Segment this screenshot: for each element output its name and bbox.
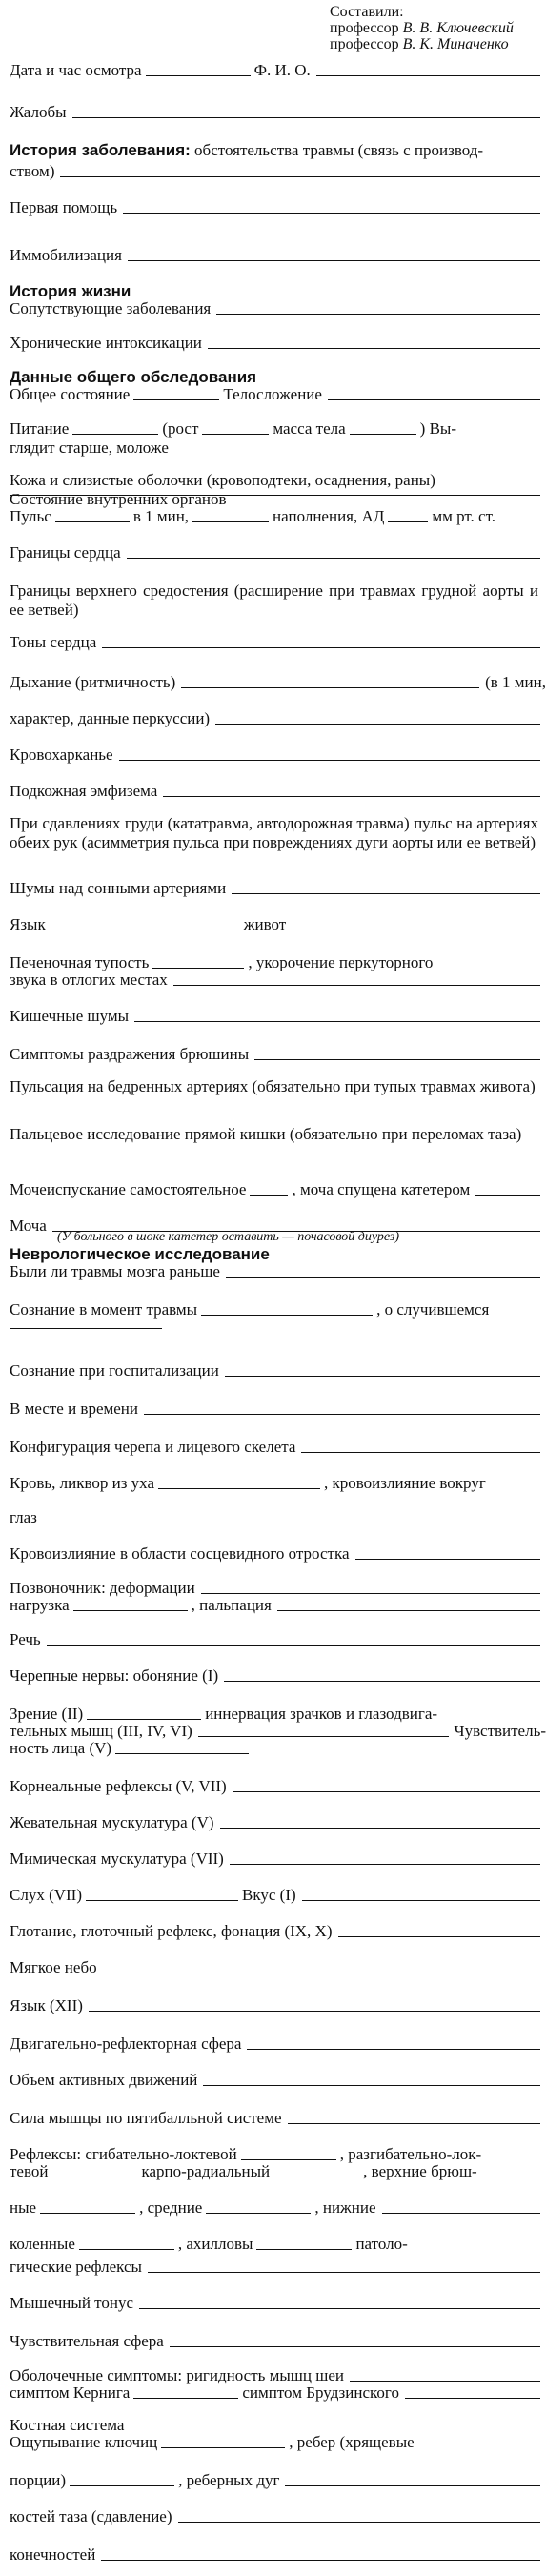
costal-label: , реберных дуг (178, 2471, 280, 2489)
bone-label: Костная система (10, 2416, 125, 2434)
authors-block (330, 4, 514, 52)
chewing-label: Жевательная мускулатура (V) (10, 1813, 214, 1831)
liver-row (10, 953, 546, 972)
swallow-label: Глотание, глоточный рефлекс, фонация (IX, X) (10, 1922, 333, 1940)
rectal-label: Пальцевое исследование прямой кишки (обязательно при переломах таза) (10, 1125, 522, 1143)
tone-field[interactable] (139, 2307, 540, 2309)
face-sens-label-2: ность лица (V) (10, 1739, 112, 1757)
nutrition-field[interactable] (72, 433, 158, 435)
filling-label: наполнения, АД (273, 507, 385, 525)
author-1: профессор В. В. Ключевский (330, 20, 514, 36)
neuro-heading: Неврологическое исследование (10, 1245, 270, 1263)
flexor-field[interactable] (241, 2158, 336, 2160)
spine-label: Позвоночник: деформации (10, 1579, 195, 1597)
carotid-label: Шумы над сонными артериями (10, 879, 227, 897)
immobilization-label: Иммобилизация (10, 246, 122, 264)
comorbid-label: Сопутствующие заболевания (10, 299, 212, 317)
carpo-label: тевой (10, 2162, 49, 2180)
tongue-field[interactable] (50, 929, 240, 930)
build-field[interactable] (328, 399, 540, 400)
weight-label: масса тела (273, 419, 346, 438)
sloping-row (10, 971, 546, 990)
complaints-field[interactable] (72, 116, 540, 118)
general-state-field[interactable] (133, 399, 219, 400)
intox-field[interactable] (208, 347, 540, 349)
face-sens-field[interactable] (115, 1752, 249, 1754)
height-field[interactable] (202, 433, 269, 435)
eyes-row (10, 1508, 546, 1527)
general-exam-heading: Данные общего обследования (10, 368, 257, 386)
pelvis-row (10, 2507, 546, 2526)
tone-row (10, 2294, 546, 2313)
motor-label: Двигательно-рефлекторная сфера (10, 2034, 242, 2053)
brudz-field[interactable] (405, 2397, 540, 2399)
corneal-field[interactable] (233, 1790, 540, 1792)
catheter-field[interactable] (475, 1194, 540, 1196)
emphysema-row (10, 782, 546, 801)
clavicle-field[interactable] (161, 2446, 285, 2448)
tongue-xii-field[interactable] (89, 2010, 540, 2012)
patho-label: патоло- (355, 2235, 408, 2253)
pelvis-label: костей таза (сдавление) (10, 2507, 172, 2525)
tongue-abdomen-row (10, 915, 546, 934)
shock-note: (У больного в шоке катетер оставить — почасовой диурез) (57, 1230, 400, 1244)
comorbid-field[interactable] (216, 313, 540, 315)
abdomen-field[interactable] (292, 929, 540, 930)
clavicle-row (10, 2433, 546, 2452)
palate-label: Мягкое небо (10, 1958, 97, 1976)
achilles-field[interactable] (256, 2248, 352, 2250)
immobilization-row (10, 246, 546, 265)
knee-field[interactable] (79, 2248, 174, 2250)
breathing-label: Дыхание (ритмичность) (10, 673, 176, 691)
date-time-field[interactable] (146, 74, 251, 76)
life-history-heading: История жизни (10, 282, 131, 300)
eye-muscles-label: тельных мышц (III, IV, VI) (10, 1722, 192, 1740)
bp-field[interactable] (388, 521, 428, 522)
heart-borders-row (10, 543, 546, 562)
heart-borders-label: Границы сердца (10, 543, 121, 562)
eye-muscles-field[interactable] (198, 1735, 449, 1737)
brain-trauma-label: Были ли травмы мозга раньше (10, 1262, 220, 1280)
face-sens-row (10, 1739, 546, 1758)
consciousness-row (10, 1300, 546, 1319)
orientation-row (10, 1400, 546, 1419)
emphysema-label: Подкожная эмфизема (10, 782, 158, 800)
orientation-label: В месте и времени (10, 1400, 139, 1418)
low-abd-field[interactable] (382, 2212, 540, 2214)
hemoptysis-label: Кровохарканье (10, 746, 113, 764)
breathing-per-min-label: (в 1 мин, (485, 673, 546, 691)
limbs-field[interactable] (101, 2559, 540, 2561)
hosp-consc-row (10, 1361, 546, 1380)
sensory-row (10, 2332, 546, 2351)
achilles-label: , ахилловы (177, 2235, 253, 2253)
bowel-label: Кишечные шумы (10, 1007, 130, 1025)
ear-label: Кровь, ликвор из уха (10, 1474, 155, 1492)
peritoneal-row (10, 1045, 546, 1064)
mediastinum-row (10, 582, 538, 620)
tongue-xii-row (10, 1996, 546, 2015)
pupils-label: иннервация зрачков и глазодвига- (205, 1705, 438, 1723)
date-time-row (10, 61, 546, 80)
pelvis-field[interactable] (178, 2521, 540, 2523)
swallow-row (10, 1922, 546, 1941)
hearing-label: Слух (VII) (10, 1886, 82, 1904)
immobilization-field[interactable] (128, 259, 540, 261)
portions-label: порции) (10, 2471, 67, 2489)
per-min-label: в 1 мин, (132, 507, 190, 525)
mimic-label: Мимическая мускулатура (VII) (10, 1850, 224, 1868)
kernig-label: симптом Кернига (10, 2383, 131, 2402)
ribs-label: , ребер (хрящевые (289, 2433, 415, 2451)
build-label: Телосложение (223, 385, 322, 403)
hosp-consc-label: Сознание при госпитализации (10, 1361, 219, 1380)
abd-reflex-row (10, 2198, 546, 2218)
ear-row (10, 1474, 546, 1493)
nutrition-label: Питание (10, 419, 70, 438)
mastoid-row (10, 1544, 546, 1564)
shortening-label: , укорочение перкуторного (248, 953, 434, 971)
chest-compress-row (10, 814, 538, 852)
load-field[interactable] (73, 1609, 188, 1611)
patho-label-2: гические рефлексы (10, 2258, 142, 2276)
sloping-label: звука в отлогих местах (10, 971, 168, 989)
eyes-field[interactable] (41, 1522, 155, 1523)
chewing-row (10, 1813, 546, 1832)
authors-caption: Составили: (330, 4, 404, 20)
mastoid-field[interactable] (355, 1558, 541, 1560)
internal-label: Состояние внутренних органов (10, 490, 227, 508)
abd-label: ные (10, 2198, 37, 2217)
low-abd-label: , нижние (314, 2198, 376, 2217)
urination-row (10, 1180, 546, 1199)
corneal-label: Корнеальные рефлексы (V, VII) (10, 1777, 227, 1795)
spine-field[interactable] (201, 1592, 540, 1594)
intox-row (10, 334, 546, 353)
patho-field[interactable] (148, 2271, 540, 2273)
breathing-row (10, 673, 546, 692)
hearing-row (10, 1886, 546, 1905)
active-mov-field[interactable] (203, 2084, 540, 2086)
mid-abd-field[interactable] (206, 2212, 311, 2214)
fio-label: Ф. И. О. (253, 61, 311, 79)
history-row (10, 141, 538, 160)
vision-field[interactable] (87, 1718, 201, 1720)
costal-field[interactable] (285, 2484, 540, 2486)
skull-label: Конфигурация черепа и лицевого скелета (10, 1438, 296, 1456)
periorbital-label: , кровоизлияние вокруг (324, 1474, 486, 1492)
liver-label: Печеночная тупость (10, 953, 150, 971)
knee-row (10, 2235, 546, 2254)
palpation-field[interactable] (277, 1609, 540, 1611)
pulse-filling-field[interactable] (192, 521, 269, 522)
general-state-label: Общее состояние (10, 385, 131, 403)
history-heading: История заболевания: (10, 141, 191, 159)
looks-row (10, 439, 546, 458)
chewing-field[interactable] (220, 1827, 540, 1829)
upper-abd-label: , верхние брюш- (363, 2162, 477, 2180)
portions-row (10, 2471, 546, 2490)
ribs-field[interactable] (70, 2484, 174, 2486)
limbs-row (10, 2545, 546, 2565)
history-text: обстоятельства травмы (связь с производ- (190, 141, 484, 159)
bowel-row (10, 1007, 546, 1026)
tone-label: Мышечный тонус (10, 2294, 134, 2312)
tongue-xii-label: Язык (XII) (10, 1996, 83, 2014)
looks-label-2: глядит старше, моложе (10, 439, 169, 457)
brudz-label: симптом Брудзинского (242, 2383, 399, 2402)
fio-field[interactable] (316, 74, 540, 76)
skin-label: Кожа и слизистые оболочки (кровоподтеки, осаднения, раны) (10, 471, 435, 489)
reflexes-row (10, 2145, 546, 2164)
patho-row (10, 2258, 546, 2277)
first-aid-label: Первая помощь (10, 198, 118, 216)
looks-label: ) Вы- (419, 419, 457, 438)
consciousness-label: Сознание в момент травмы (10, 1300, 198, 1319)
percussion-field[interactable] (215, 723, 540, 725)
complaints-row (10, 103, 546, 122)
cranial-row (10, 1666, 546, 1686)
kernig-field[interactable] (133, 2397, 238, 2399)
breathing-field[interactable] (181, 686, 479, 688)
nutrition-row (10, 419, 546, 439)
reflexes-label: Рефлексы: сгибательно-локтевой (10, 2145, 237, 2163)
hemoptysis-row (10, 746, 546, 765)
heart-tones-field[interactable] (102, 646, 540, 648)
hearing-field[interactable] (86, 1899, 238, 1901)
active-mov-label: Объем активных движений (10, 2071, 198, 2089)
mmhg-label: мм рт. ст. (432, 507, 495, 525)
motor-row (10, 2034, 546, 2054)
mid-abd-label: , средние (139, 2198, 203, 2217)
muscle-power-row (10, 2109, 546, 2128)
vision-label: Зрение (II) (10, 1705, 84, 1723)
orientation-field[interactable] (144, 1413, 540, 1415)
palate-row (10, 1958, 546, 1977)
speech-label: Речь (10, 1630, 41, 1648)
urine-label: Моча (10, 1216, 47, 1235)
liver-field[interactable] (152, 967, 244, 969)
vision-row (10, 1705, 546, 1724)
mastoid-label: Кровоизлияние в области сосцевидного отростка (10, 1544, 350, 1563)
first-aid-row (10, 198, 546, 217)
knee-label: коленные (10, 2235, 75, 2253)
rectal-row (10, 1125, 538, 1144)
palpation-label: , пальпация (191, 1596, 272, 1614)
carpo-row (10, 2162, 546, 2181)
abdomen-label: живот (243, 915, 287, 933)
what-happened-row (10, 1327, 546, 1333)
eye-muscles-row (10, 1722, 546, 1741)
emphysema-field[interactable] (163, 795, 540, 797)
muscle-power-field[interactable] (288, 2122, 540, 2124)
history-row-2 (10, 162, 546, 181)
swallow-field[interactable] (338, 1935, 541, 1937)
load-label: нагрузка (10, 1596, 70, 1614)
what-happened-field[interactable] (10, 1327, 162, 1329)
first-aid-field[interactable] (123, 212, 540, 214)
spine-row (10, 1579, 546, 1598)
sensory-label: Чувствительная сфера (10, 2332, 164, 2350)
extensor-label: , разгибательно-лок- (339, 2145, 482, 2163)
face-sens-label: Чувствитель- (454, 1722, 546, 1740)
brain-trauma-field[interactable] (226, 1276, 540, 1278)
carpo2-label: карпо-радиальный (141, 2162, 271, 2180)
meningeal-field[interactable] (350, 2380, 540, 2382)
chest-compress-label: При сдавлениях груди (кататравма, автодорожная травма) пульс на артериях обеих рук (асимметрия пульса при повреждениях дуги аорты или ее ветвей) (10, 814, 538, 851)
height-label: (рост (162, 419, 199, 438)
meningeal-row (10, 2366, 546, 2385)
peritoneal-label: Симптомы раздражения брюшины (10, 1045, 250, 1063)
sensory-field[interactable] (170, 2345, 540, 2347)
kernig-row (10, 2383, 546, 2402)
heart-tones-label: Тоны сердца (10, 633, 97, 651)
date-time-label: Дата и час осмотра (10, 61, 142, 79)
femoral-row (10, 1077, 538, 1096)
mimic-row (10, 1850, 546, 1869)
urination-field[interactable] (250, 1194, 288, 1196)
taste-label: Вкус (I) (242, 1886, 296, 1904)
carpo-field[interactable] (273, 2176, 359, 2177)
bone-row (10, 2416, 546, 2435)
motor-field[interactable] (247, 2048, 540, 2050)
urination-label: Мочеиспускание самостоятельное (10, 1180, 247, 1198)
author-2: профессор В. К. Миначенко (330, 36, 509, 52)
carotid-row (10, 879, 546, 898)
weight-field[interactable] (350, 433, 416, 435)
skin-row (10, 471, 546, 490)
load-row (10, 1596, 546, 1615)
heart-tones-row (10, 633, 546, 652)
speech-row (10, 1630, 546, 1649)
what-happened-label: , о случившемся (376, 1300, 490, 1319)
hosp-consc-field[interactable] (225, 1375, 540, 1377)
corneal-row (10, 1777, 546, 1796)
general-state-row (10, 385, 546, 404)
hemoptysis-field[interactable] (119, 759, 540, 761)
intox-label: Хронические интоксикации (10, 334, 202, 352)
catheter-label: , моча спущена катетером (292, 1180, 471, 1198)
bowel-field[interactable] (134, 1020, 540, 1022)
pulse-field[interactable] (55, 521, 130, 522)
skull-row (10, 1438, 546, 1457)
mimic-field[interactable] (230, 1863, 540, 1865)
complaints-label: Жалобы (10, 103, 67, 121)
carotid-field[interactable] (232, 892, 540, 894)
muscle-power-label: Сила мышцы по пятибалльной системе (10, 2109, 282, 2127)
consciousness-field[interactable] (201, 1314, 373, 1316)
internal-row (10, 490, 546, 509)
speech-field[interactable] (47, 1644, 540, 1646)
heart-borders-field[interactable] (127, 557, 540, 559)
cranial-field[interactable] (224, 1680, 540, 1682)
meningeal-label: Оболочечные симптомы: ригидность мышц шеи (10, 2366, 344, 2384)
upper-abd-field[interactable] (40, 2212, 135, 2214)
active-mov-row (10, 2071, 546, 2090)
comorbid-row (10, 299, 546, 318)
pulse-label: Пульс (10, 507, 51, 525)
ear-field[interactable] (158, 1487, 320, 1489)
cranial-label: Черепные нервы: обоняние (I) (10, 1666, 219, 1685)
percussion-row (10, 709, 546, 728)
limbs-label: конечностей (10, 2545, 96, 2564)
history-field[interactable] (60, 175, 540, 177)
palate-field[interactable] (103, 1972, 540, 1973)
extensor-field[interactable] (51, 2176, 137, 2177)
tongue-label: Язык (10, 915, 46, 933)
percussion-label: характер, данные перкуссии) (10, 709, 211, 727)
mediastinum-label: Границы верхнего средостения (расширение при травмах грудной аорты и ее ветвей) (10, 582, 538, 619)
peritoneal-field[interactable] (254, 1058, 540, 1060)
femoral-label: Пульсация на бедренных артериях (обязательно при тупых травмах живота) (10, 1077, 536, 1095)
pulse-row (10, 507, 546, 526)
taste-field[interactable] (302, 1899, 540, 1901)
brain-trauma-row (10, 1262, 546, 1281)
history-text-2: ством) (10, 162, 55, 180)
sloping-field[interactable] (173, 984, 540, 986)
skull-field[interactable] (301, 1451, 540, 1453)
clavicle-label: Ощупывание ключиц (10, 2433, 158, 2451)
eyes-label: глаз (10, 1508, 37, 1526)
